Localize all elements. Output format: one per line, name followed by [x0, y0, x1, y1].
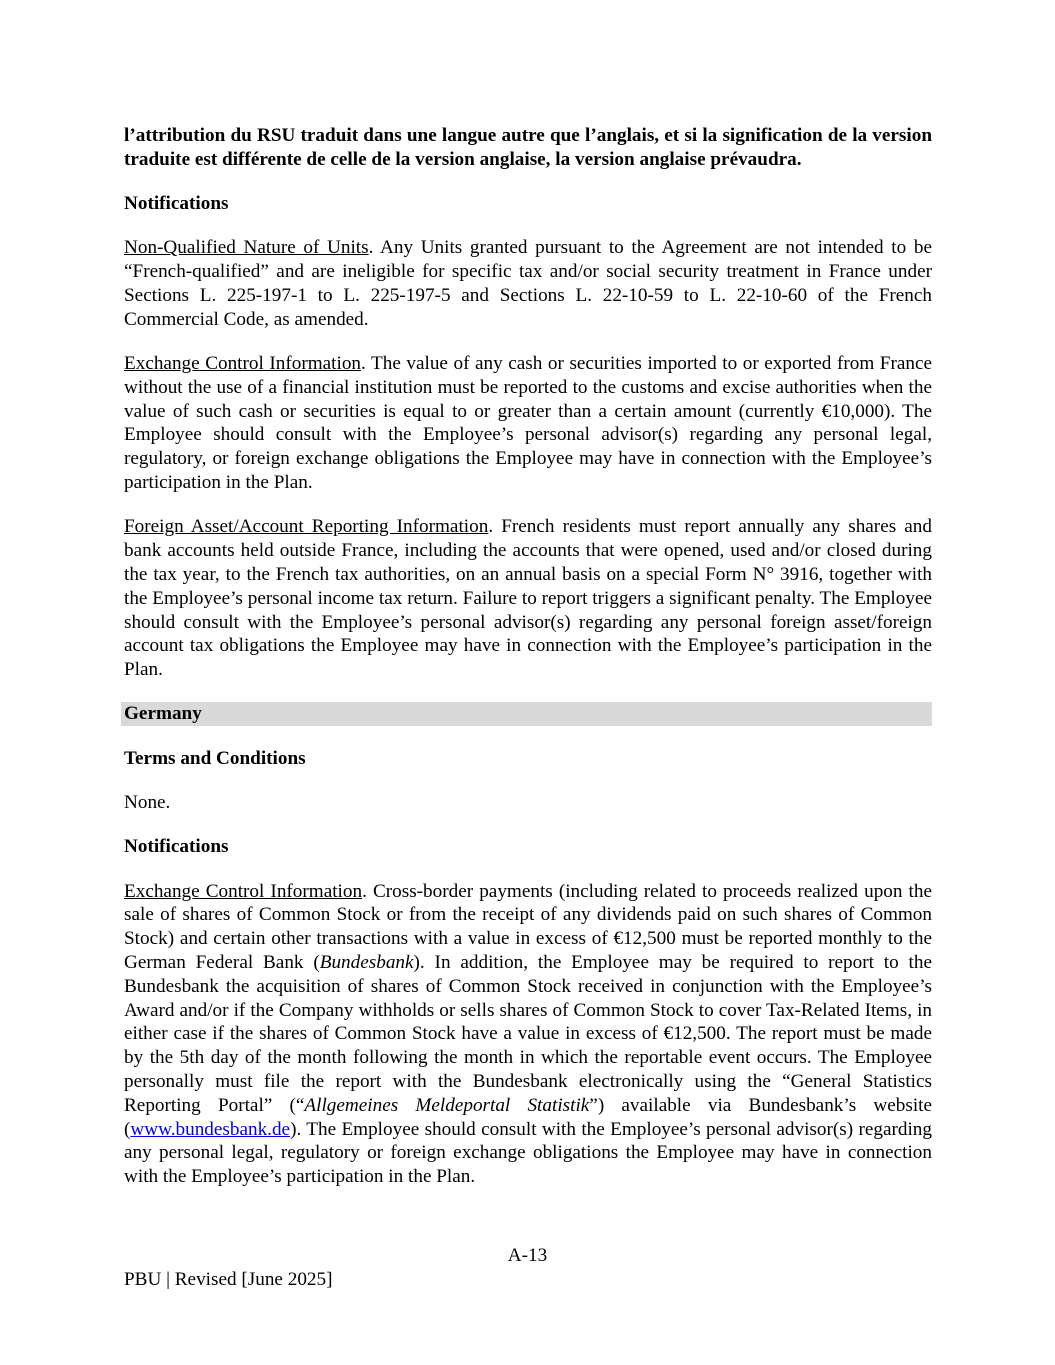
germany-exchange-control-title: Exchange Control Information: [124, 880, 363, 902]
intro-paragraph: l’attribution du RSU traduit dans une langue autre que l’anglais, et si la signification de la version traduite est différente de celle de la version anglaise, la version anglaise prévaudra.: [124, 125, 932, 170]
france-exchange-control-paragraph: [124, 352, 932, 495]
non-qualified-paragraph: [124, 236, 932, 331]
france-exchange-control-body: . The value of any cash or securities imported to or exported from France without the use of a financial institution must be reported to the customs and excise authorities when the value of such cash or securities is equal to or greater than a certain amount (currently €10,000). The Employee should consult with the Employee’s personal advisor(s) regarding any personal legal, regulatory, or foreign exchange obligations the Employee may have in connection with the Employee’s participation in the Plan.: [124, 353, 932, 494]
non-qualified-title: Non-Qualified Nature of Units: [124, 237, 369, 259]
country-heading-germany: Germany: [121, 702, 932, 726]
germany-terms-body: None.: [124, 792, 171, 814]
foreign-asset-body: . French residents must report annually any shares and bank accounts held outside France, including the accounts that were opened, used and/or closed during the tax year, to the French tax authorities, on an annual basis on a special Form N° 3916, together with the Employee’s personal income tax return. Failure to report triggers a significant penalty. The Employee should consult with the Employee’s personal advisor(s) regarding any personal foreign asset/foreign account tax obligations the Employee may have in connection with the Employee’s participation in the Plan.: [124, 516, 932, 681]
foreign-asset-title: Foreign Asset/Account Reporting Information: [124, 516, 489, 538]
non-qualified-body: . Any Units granted pursuant to the Agreement are not intended to be “French-qualified” and are ineligible for specific tax and/or social security treatment in France under Sections L. 225-197-1 to L. 225-197-5 and Sections L. 22-10-59 to L. 22-10-60 of the French Commercial Code, as amended.: [124, 237, 932, 330]
foreign-asset-paragraph: [124, 515, 932, 682]
germany-exchange-control-paragraph: [124, 880, 932, 1189]
page-number: A-13: [507, 1245, 548, 1266]
revision-footer: PBU | Revised [June 2025]: [124, 1269, 333, 1290]
france-exchange-control-title: Exchange Control Information: [124, 353, 362, 375]
germany-terms-heading: Terms and Conditions: [124, 747, 306, 769]
germany-notifications-heading: Notifications: [124, 836, 229, 858]
germany-exchange-control-body-1: . Cross-border payments (including related to proceeds realized upon the sale of shares of Common Stock or from the receipt of any dividends paid on such shares of Common Stock) and certain other transactions with a value in excess of €12,500 must be reported monthly to the German Federal Bank (: [124, 880, 932, 974]
france-notifications-heading: Notifications: [124, 193, 229, 215]
meldeportal-italic: Allgemeines Meldeportal Statistik: [304, 1094, 590, 1116]
germany-exchange-control-body-2: ). In addition, the Employee may be required to report to the Bundesbank the acquisition of shares of Common Stock received in conjunction with the Employee’s Award and/or if the Company withholds or sells shares of Common Stock to cover Tax-Related Items, in either case if the shares of Common Stock have a value in excess of €12,500. The report must be made by the 5th day of the month following the month in which the reportable event occurs. The Employee personally must file the report with the Bundesbank electronically using the “General Statistics Reporting Portal” (“: [124, 952, 932, 1116]
germany-exchange-control-body-3: ”) available via Bundesbank’s website (: [124, 1094, 932, 1140]
document-page: [124, 124, 932, 1209]
bundesbank-italic: Bundesbank: [319, 952, 414, 974]
bundesbank-link[interactable]: www.bundesbank.de: [130, 1118, 291, 1140]
germany-exchange-control-body-4: ). The Employee should consult with the Employee’s personal advisor(s) regarding any personal legal, regulatory or foreign exchange obligations the Employee may have in connection with the Employee’s participation in the Plan.: [124, 1118, 932, 1188]
